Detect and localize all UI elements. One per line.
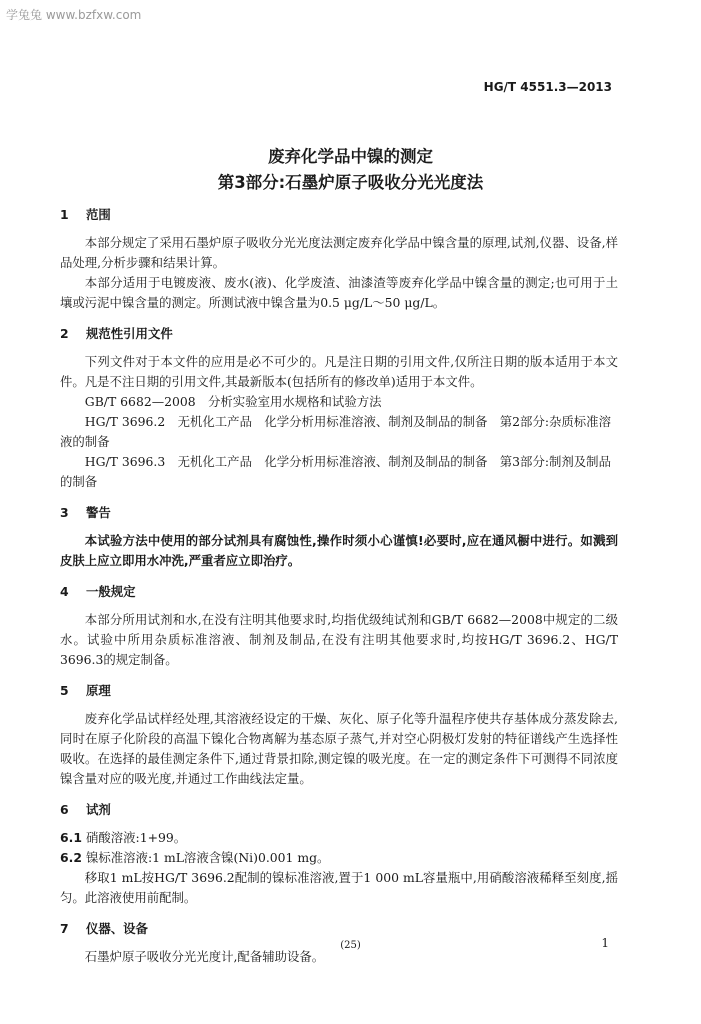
page-number: 1 <box>601 936 609 950</box>
page-subtitle: 第3部分:石墨炉原子吸收分光光度法 <box>217 173 484 192</box>
section-number: 2 <box>60 326 69 341</box>
subclause-item <box>60 828 618 848</box>
paragraph: 本部分规定了采用石墨炉原子吸收分光光度法测定废弃化学品中镍含量的原理,试剂,仪器、设备,样品处理,分析步骤和结果计算。 <box>60 235 618 270</box>
subclause-text: 镍标准溶液:1 mL溶液含镍(Ni)0.001 mg。 <box>86 850 330 865</box>
section-title: 试剂 <box>86 802 111 817</box>
section-heading-1 <box>60 205 618 225</box>
section-heading-7 <box>60 919 618 939</box>
subclause-number: 6.1 <box>60 830 82 845</box>
section-title: 仪器、设备 <box>86 921 148 936</box>
reference-item: HG/T 3696.2 无机化工产品 化学分析用标准溶液、制剂及制品的制备 第2部分:杂质标准溶液的制备 <box>60 414 611 449</box>
subclause-number: 6.2 <box>60 850 82 865</box>
paragraph: 石墨炉原子吸收分光光度计,配备辅助设备。 <box>84 949 325 964</box>
page-title: 废弃化学品中镍的测定 <box>268 147 433 166</box>
paragraph: 下列文件对于本文件的应用是必不可少的。凡是注日期的引用文件,仅所注日期的版本适用于本文件。凡是不注日期的引用文件,其最新版本(包括所有的修改单)适用于本文件。 <box>60 354 618 389</box>
watermark: 学兔兔 www.bzfxw.com <box>6 8 142 22</box>
paragraph: 废弃化学品试样经处理,其溶液经设定的干燥、灰化、原子化等升温程序使共存基体成分蒸发除去,同时在原子化阶段的高温下镍化合物离解为基态原子蒸气,并对空心阴极灯发射的特征谱线产生选择性吸收。在选择的最佳测定条件下,通过背景扣除,测定镍的吸光度。在一定的测定条件下可测得不同浓度镍含量对应的吸光度,并通过工作曲线法定量。 <box>60 711 618 786</box>
section-number: 1 <box>60 207 69 222</box>
standard-code: HG/T 4551.3—2013 <box>483 80 612 94</box>
paragraph: 本部分适用于电镀废液、废水(液)、化学废渣、油漆渣等废弃化学品中镍含量的测定;也可用于土壤或污泥中镍含量的测定。所测试液中镍含量为0.5 μg/L～50 μg/L。 <box>60 275 618 310</box>
section-number: 3 <box>60 505 69 520</box>
paragraph: 移取1 mL按HG/T 3696.2配制的镍标准溶液,置于1 000 mL容量瓶中,用硝酸溶液稀释至刻度,摇匀。此溶液使用前配制。 <box>60 870 618 905</box>
section-number: 4 <box>60 584 69 599</box>
section-title: 一般规定 <box>86 584 136 599</box>
section-heading-2 <box>60 324 618 344</box>
section-heading-6 <box>60 800 618 820</box>
subclause-text: 硝酸溶液:1+99。 <box>86 830 187 845</box>
paragraph: 本部分所用试剂和水,在没有注明其他要求时,均指优级纯试剂和GB/T 6682—2008中规定的二级水。试验中所用杂质标准溶液、制剂及制品,在没有注明其他要求时,均按HG/T 3696.2、HG/T 3696.3的规定制备。 <box>60 612 618 667</box>
section-title: 警告 <box>86 505 111 520</box>
section-number: 7 <box>60 921 69 936</box>
page-label: (25) <box>340 940 361 951</box>
section-number: 5 <box>60 683 69 698</box>
section-number: 6 <box>60 802 69 817</box>
document-body <box>60 205 618 967</box>
reference-item: GB/T 6682—2008 分析实验室用水规格和试验方法 <box>84 394 382 409</box>
section-heading-5 <box>60 681 618 701</box>
reference-item: HG/T 3696.3 无机化工产品 化学分析用标准溶液、制剂及制品的制备 第3部分:制剂及制品的制备 <box>60 454 611 489</box>
section-title: 范围 <box>86 207 111 222</box>
section-title: 原理 <box>86 683 111 698</box>
subclause-item <box>60 848 618 868</box>
section-title: 规范性引用文件 <box>86 326 173 341</box>
section-heading-3 <box>60 503 618 523</box>
section-heading-4 <box>60 582 618 602</box>
warning-paragraph: 本试验方法中使用的部分试剂具有腐蚀性,操作时须小心谨慎!必要时,应在通风橱中进行。如溅到皮肤上应立即用水冲洗,严重者应立即治疗。 <box>60 533 618 568</box>
